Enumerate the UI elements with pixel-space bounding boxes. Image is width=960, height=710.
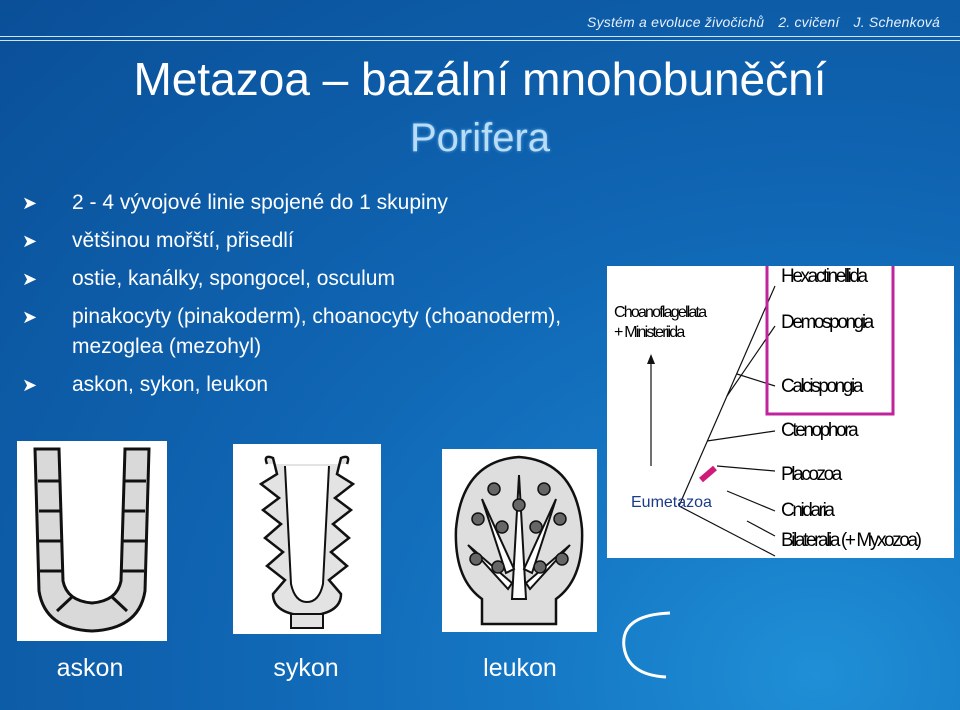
- taxon-placozoa: Placozoa: [781, 464, 840, 485]
- decorative-swirl: [610, 605, 700, 685]
- caption-askon: askon: [56, 654, 124, 682]
- header-course: Systém a evoluce živočichů: [587, 14, 765, 30]
- askon-illustration: [17, 441, 167, 641]
- bullet-text: většinou mořští, přisedlí: [72, 229, 294, 252]
- bullet-text: pinakocyty (pinakoderm), choanocyty (choanoderm), mezoglea (mezohyl): [72, 305, 562, 358]
- bullet-item: [22, 370, 582, 400]
- header-divider-bottom: [0, 40, 960, 41]
- header-exercise: 2. cvičení: [778, 14, 840, 30]
- arrow-up-icon: [647, 354, 655, 364]
- arrow-bullet-icon: ➤: [22, 193, 38, 213]
- outgroup-label-2: + Ministeriida: [614, 324, 684, 341]
- bullet-item: [22, 226, 582, 256]
- bullet-list: [22, 188, 582, 408]
- arrow-bullet-icon: ➤: [22, 307, 38, 327]
- taxon-hexactinellida: Hexactinellida: [781, 266, 866, 287]
- bullet-text: ostie, kanálky, spongocel, osculum: [72, 267, 395, 290]
- clade-label-eumetazoa: Eumetazoa: [631, 494, 712, 511]
- arrow-bullet-icon: ➤: [22, 231, 38, 251]
- slide-title: Metazoa – bazální mnohobuněční: [133, 53, 827, 105]
- taxon-bilateralia: Bilateralia (+ Myxozoa): [781, 530, 920, 551]
- slide-subtitle: Porifera: [409, 116, 551, 160]
- taxon-cnidaria: Cnidaria: [781, 500, 833, 521]
- bullet-item: [22, 264, 582, 294]
- arrow-bullet-icon: ➤: [22, 269, 38, 289]
- sykon-diagram: [233, 444, 381, 634]
- bullet-item: [22, 188, 582, 218]
- taxon-ctenophora: Ctenophora: [781, 420, 857, 441]
- leukon-illustration: [442, 449, 597, 632]
- caption-leukon: leukon: [483, 654, 557, 682]
- bullet-text: askon, sykon, leukon: [72, 373, 269, 396]
- arrow-bullet-icon: ➤: [22, 375, 38, 395]
- header-divider-top: [0, 36, 960, 37]
- askon-diagram: [17, 441, 167, 641]
- bullet-item: [22, 302, 582, 362]
- header-author: J. Schenková: [853, 14, 940, 30]
- taxon-calcispongia: Calcispongia: [781, 376, 861, 397]
- phylogeny-panel: [607, 266, 954, 558]
- slide-header: [0, 14, 940, 30]
- outgroup-label-1: Choanoflagellata: [614, 304, 706, 321]
- sykon-illustration: [233, 444, 381, 634]
- bullet-text: 2 - 4 vývojové linie spojené do 1 skupiny: [72, 191, 448, 214]
- caption-sykon: sykon: [273, 654, 339, 682]
- taxon-demospongia: Demospongia: [781, 312, 872, 333]
- leukon-diagram: [442, 449, 597, 632]
- eumetazoa-marker: [701, 468, 715, 480]
